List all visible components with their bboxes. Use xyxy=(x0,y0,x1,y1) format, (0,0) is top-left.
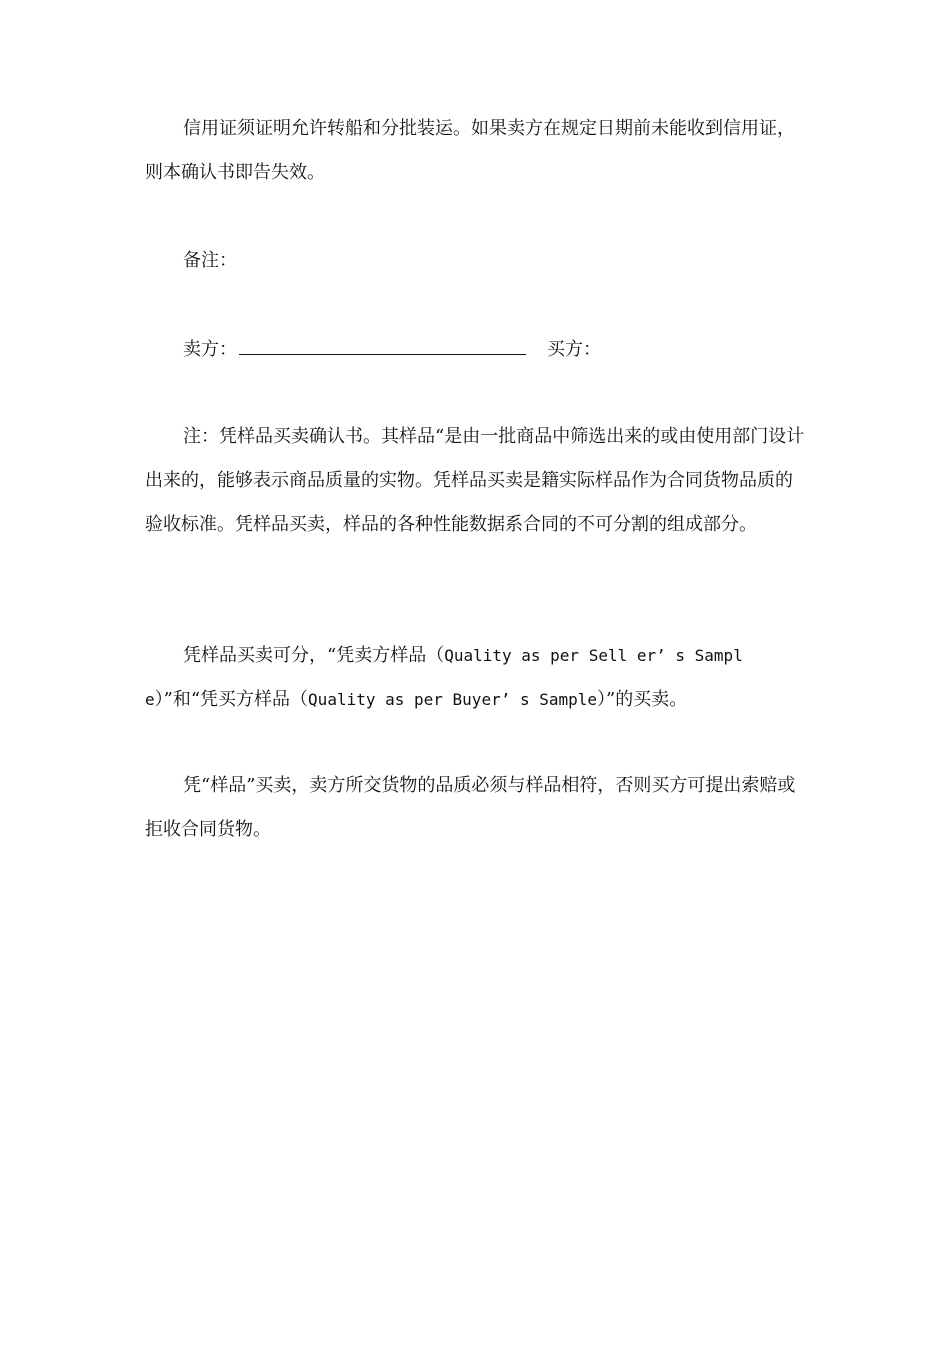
buyer-label: 买方： xyxy=(547,339,601,360)
signature-row xyxy=(183,328,601,372)
sample-types-text-3: ）”的买卖。 xyxy=(597,689,688,710)
seller-sample-english: Quality as per Sell er’ s Sample xyxy=(145,646,743,709)
buyer-sample-english: Quality as per Buyer’ s Sample xyxy=(308,690,598,709)
final-paragraph: 凭“样品”买卖，卖方所交货物的品质必须与样品相符，否则买方可提出索赔或拒收合同货物。 xyxy=(145,775,796,840)
sample-types-text-2: ）”和“凭买方样品（ xyxy=(154,689,309,710)
remarks-label: 备注： xyxy=(183,250,237,271)
note-paragraph: 注：凭样品买卖确认书。其样品“是由一批商品中筛选出来的或由使用部门设计出来的，能够表示商品质量的实物。凭样品买卖是籍实际样品作为合同货物品质的验收标准。凭样品买卖，样品的各种性能数据系合同的不可分割的组成部分。 xyxy=(145,426,805,535)
sample-types-text-1: 凭样品买卖可分，“凭卖方样品（ xyxy=(183,645,445,666)
seller-signature-line xyxy=(239,328,526,355)
sample-types-paragraph xyxy=(145,634,807,722)
lc-clause-paragraph: 信用证须证明允许转船和分批装运。如果卖方在规定日期前未能收到信用证，则本确认书即告失效。 xyxy=(145,118,795,183)
seller-label: 卖方： xyxy=(183,339,237,360)
